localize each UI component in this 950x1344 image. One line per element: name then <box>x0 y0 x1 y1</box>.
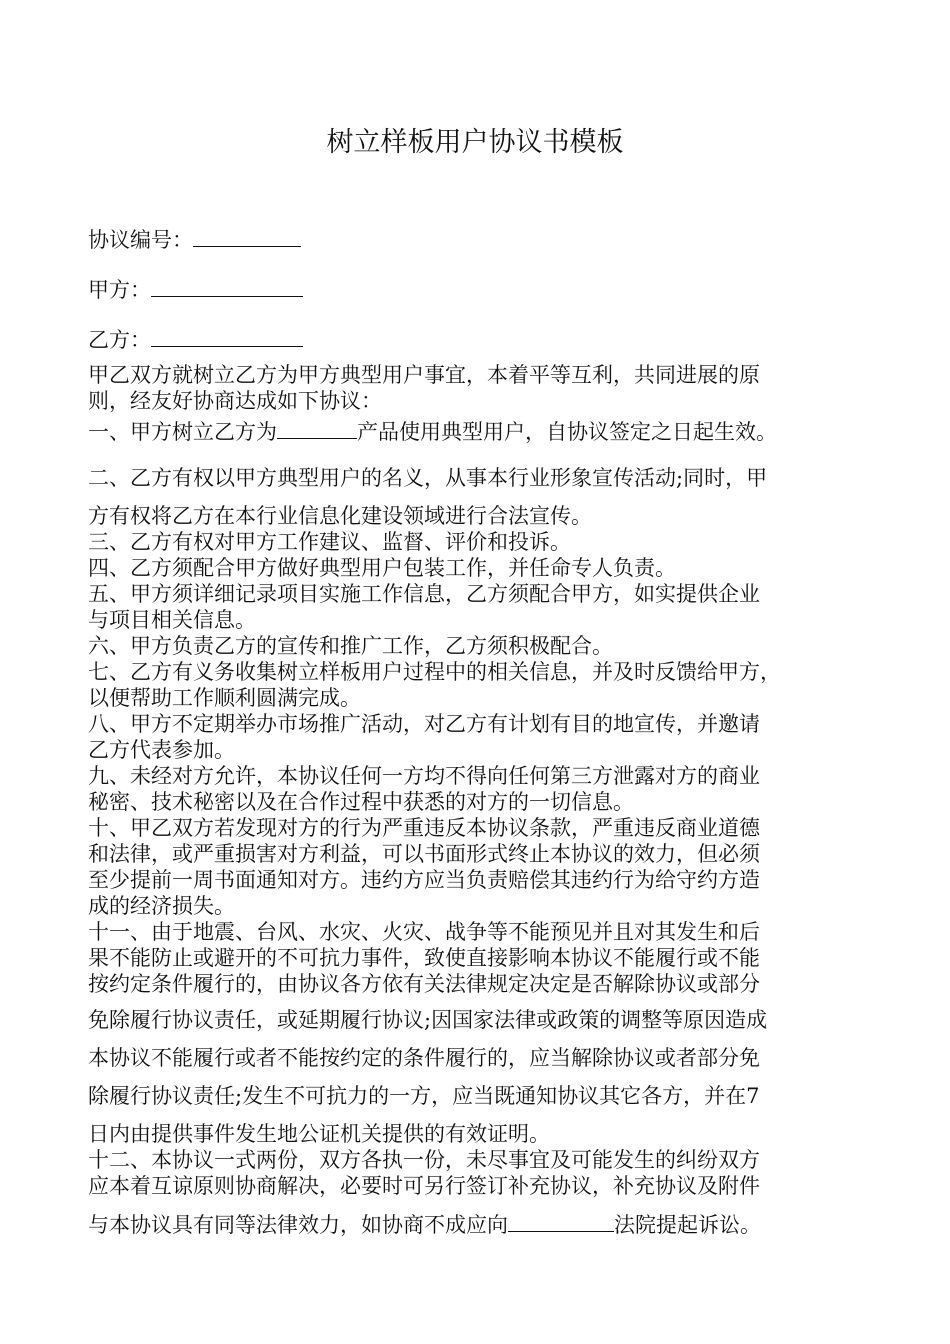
clause-8-line: 乙方代表参加。 <box>88 738 235 762</box>
party-b-line <box>88 326 303 353</box>
intro-line: 甲乙双方就树立乙方为甲方典型用户事宜，本着平等互利，共同进展的原 <box>88 363 760 387</box>
clause-7-line: 七、乙方有义务收集树立样板用户过程中的相关信息，并及时反馈给甲方， <box>88 660 781 684</box>
clause-1-text: 产品使用典型用户，自协议签定之日起生效。 <box>357 420 777 444</box>
party-a-label: 甲方： <box>88 278 151 302</box>
intro-line: 则，经友好协商达成如下协议： <box>88 389 382 413</box>
clause-7-line: 以便帮助工作顺利圆满完成。 <box>88 686 361 710</box>
agreement-number-blank <box>193 226 301 247</box>
party-a-line <box>88 276 303 303</box>
clause-12-text: 法院提起诉讼。 <box>614 1213 761 1237</box>
party-b-label: 乙方： <box>88 328 151 352</box>
party-a-blank <box>151 276 303 297</box>
clause-2-line: 方有权将乙方在本行业信息化建设领域进行合法宣传。 <box>88 504 592 528</box>
clause-10-line: 至少提前一周书面通知对方。违约方应当负责赔偿其违约行为给守约方造 <box>88 868 760 892</box>
clause-1 <box>88 418 868 445</box>
clause-11-line: 除履行协议责任;发生不可抗力的一方，应当既通知协议其它各方，并在7 <box>88 1084 760 1108</box>
clause-8-line: 八、甲方不定期举办市场推广活动，对乙方有计划有目的地宣传，并邀请 <box>88 712 760 736</box>
clause-6: 六、甲方负责乙方的宣传和推广工作，乙方须积极配合。 <box>88 634 613 658</box>
clause-12-line <box>88 1211 868 1238</box>
clause-11-line: 免除履行协议责任，或延期履行协议;因国家法律或政策的调整等原因造成 <box>88 1008 768 1032</box>
clause-5-line: 五、甲方须详细记录项目实施工作信息，乙方须配合甲方，如实提供企业 <box>88 582 760 606</box>
clause-3: 三、乙方有权对甲方工作建议、监督、评价和投诉。 <box>88 530 571 554</box>
agreement-number-label: 协议编号： <box>88 228 193 252</box>
clause-9-line: 秘密、技术秘密以及在合作过程中获悉的对方的一切信息。 <box>88 790 634 814</box>
clause-9-line: 九、未经对方允许，本协议任何一方均不得向任何第三方泄露对方的商业 <box>88 764 760 788</box>
agreement-number-line <box>88 226 301 253</box>
clause-4: 四、乙方须配合甲方做好典型用户包装工作，并任命专人负责。 <box>88 556 676 580</box>
clause-10-line: 十、甲乙双方若发现对方的行为严重违反本协议条款，严重违反商业道德 <box>88 816 760 840</box>
agreement-body <box>88 362 868 1238</box>
clause-11-line: 按约定条件履行的，由协议各方依有关法律规定决定是否解除协议或部分 <box>88 972 760 996</box>
clause-12-text: 与本协议具有同等法律效力，如协商不成应向 <box>88 1213 508 1237</box>
court-blank <box>508 1211 614 1232</box>
clause-2-line: 二、乙方有权以甲方典型用户的名义，从事本行业形象宣传活动;同时，甲 <box>88 466 768 490</box>
clause-10-line: 和法律，或严重损害对方利益，可以书面形式终止本协议的效力，但必须 <box>88 842 760 866</box>
clause-10-line: 成的经济损失。 <box>88 894 235 918</box>
clause-11-line: 果不能防止或避开的不可抗力事件，致使直接影响本协议不能履行或不能 <box>88 946 760 970</box>
clause-12-line: 十二、本协议一式两份，双方各执一份，未尽事宜及可能发生的纠纷双方 <box>88 1148 760 1172</box>
document-title: 树立样板用户协议书模板 <box>326 127 624 158</box>
clause-11-line: 日内由提供事件发生地公证机关提供的有效证明。 <box>88 1122 550 1146</box>
clause-12-line: 应本着互谅原则协商解决，必要时可另行签订补充协议，补充协议及附件 <box>88 1174 760 1198</box>
party-b-blank <box>151 326 303 347</box>
clause-11-line: 本协议不能履行或者不能按约定的条件履行的，应当解除协议或者部分免 <box>88 1046 760 1070</box>
clause-1-text: 一、甲方树立乙方为 <box>88 420 277 444</box>
clause-5-line: 与项目相关信息。 <box>88 608 256 632</box>
clause-11-line: 十一、由于地震、台风、水灾、火灾、战争等不能预见并且对其发生和后 <box>88 920 760 944</box>
product-blank <box>277 418 357 439</box>
